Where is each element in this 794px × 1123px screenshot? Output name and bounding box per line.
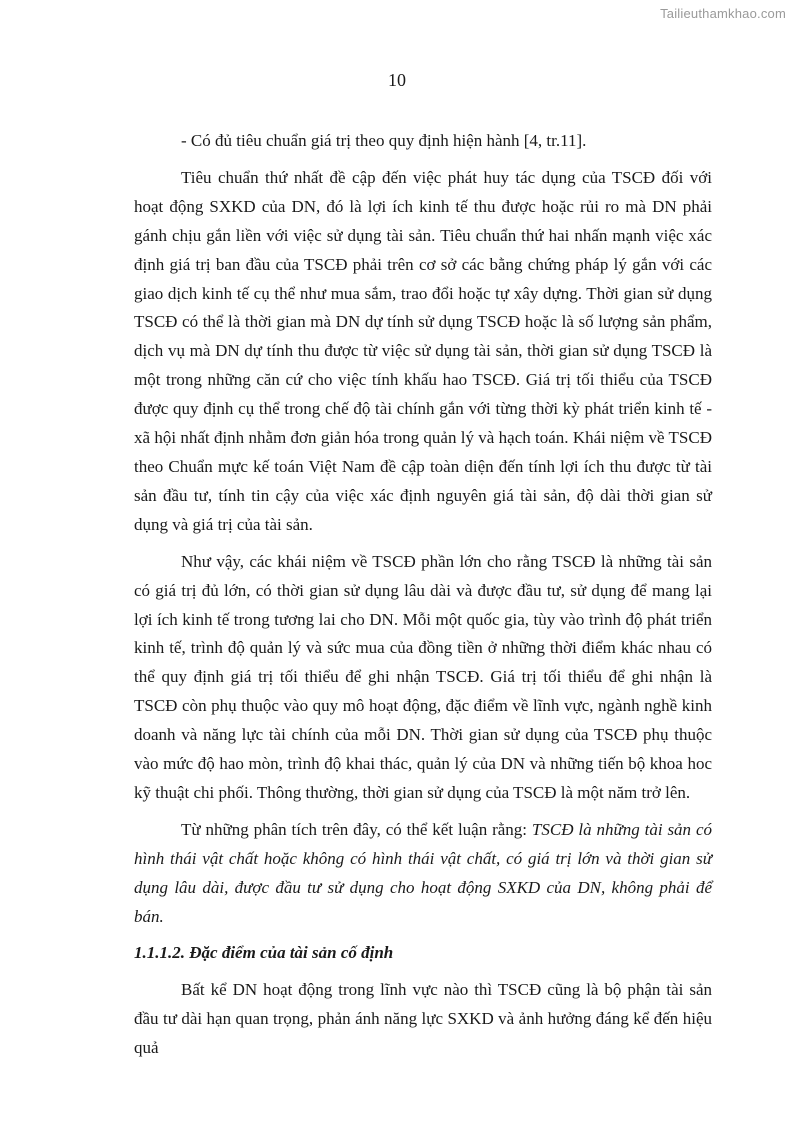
paragraph-criteria-explanation: Tiêu chuẩn thứ nhất đề cập đến việc phát huy tác dụng của TSCĐ đối với hoạt động SXKD của DN, đó là lợi ích kinh tế thu được hoặc rủi ro mà DN phải gánh chịu gắn liền với việc sử dụng tài sản. Tiêu chuẩn thứ hai nhấn mạnh việc xác định giá trị ban đầu của TSCĐ phải trên cơ sở các bằng chứng pháp lý gắn với các giao dịch kinh tế cụ thể như mua sắm, trao đổi hoặc tự xây dựng. Thời gian sử dụng TSCĐ có thể là thời gian mà DN dự tính sử dụng TSCĐ hoặc là số lượng sản phẩm, dịch vụ mà DN dự tính thu được từ việc sử dụng tài sản, thời gian sử dụng TSCĐ là một trong những căn cứ cho việc tính khấu hao TSCĐ. Giá trị tối thiểu của TSCĐ được quy định cụ thể trong chế độ tài chính gắn với từng thời kỳ phát triển kinh tế - xã hội nhất định nhằm đơn giản hóa trong quản lý và hạch toán. Khái niệm về TSCĐ theo Chuẩn mực kế toán Việt Nam đề cập toàn diện đến tính lợi ích thu được từ tài sản đầu tư, tính tin cậy của việc xác định nguyên giá tài sản, độ dài thời gian sử dụng và giá trị của tài sản. <box>134 167 712 534</box>
conclusion-lead: Từ những phân tích trên đây, có thể kết luận rằng: <box>181 819 532 839</box>
section-heading: 1.1.1.2. Đặc điểm của tài sản cố định <box>134 943 394 963</box>
paragraph-concept-summary: Như vậy, các khái niệm về TSCĐ phần lớn cho rằng TSCĐ là những tài sản có giá trị đủ lớn, có thời gian sử dụng lâu dài và được đầu tư, sử dụng để mang lại lợi ích kinh tế trong tương lai cho DN. Mỗi một quốc gia, tùy vào trình độ phát triển kinh tế, trình độ quản lý và sức mua của đồng tiền ở những thời điểm khác nhau có thể quy định giá trị tối thiểu để ghi nhận TSCĐ. Giá trị tối thiểu để ghi nhận là TSCĐ còn phụ thuộc vào quy mô hoạt động, đặc điểm về lĩnh vực, ngành nghề kinh doanh và năng lực tài chính của mỗi DN. Thời gian sử dụng của TSCĐ phụ thuộc vào mức độ hao mòn, trình độ khai thác, quản lý của DN và những tiến bộ khoa hoc kỹ thuật chi phối. Thông thường, thời gian sử dụng của TSCĐ là một năm trở lên. <box>134 551 712 802</box>
document-body <box>134 127 712 1063</box>
page-number: 10 <box>388 70 406 90</box>
paragraph-conclusion <box>134 816 712 932</box>
paragraph-characteristics: Bất kể DN hoạt động trong lĩnh vực nào thì TSCĐ cũng là bộ phận tài sản đầu tư dài hạn quan trọng, phản ánh năng lực SXKD và ảnh hưởng đáng kể đến hiệu quả <box>134 980 712 1058</box>
conclusion-definition: TSCĐ là những tài sản có hình thái vật chất hoặc không có hình thái vật chất, có giá trị lớn và thời gian sử dụng lâu dài, được đầu tư sử dụng cho hoạt động SXKD của DN, không phải để bán. <box>134 819 712 926</box>
watermark-text: Tailieuthamkhao.com <box>660 6 786 21</box>
criterion-item: - Có đủ tiêu chuẩn giá trị theo quy định hiện hành [4, tr.11]. <box>181 131 587 150</box>
